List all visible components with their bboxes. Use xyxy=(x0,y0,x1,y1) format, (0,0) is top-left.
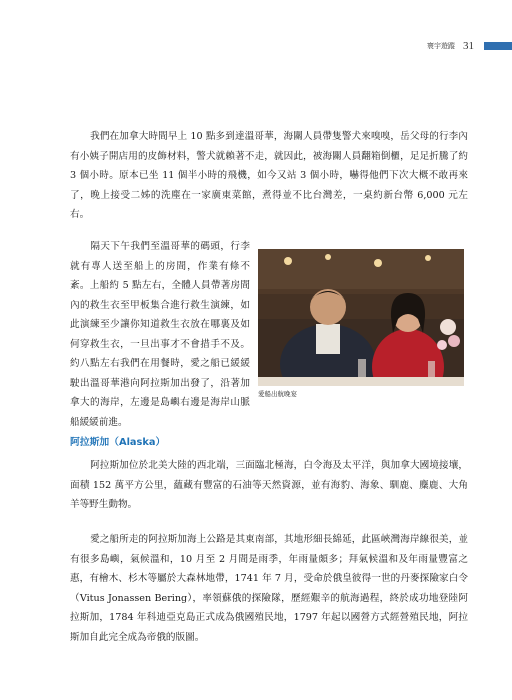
paragraph-text: 隔天下午我們至溫哥華的碼頭，行李就有專人送至船上的房間，作業有條不紊。上船約 5 點左右，全體人員帶著房間內的救生衣至甲板集合進行救生演練，如此演練至少讓你知道救生衣放在哪裏及如何穿救生衣，一旦出事才不會措手不及。約八點左右我們在用餐時，愛之船已緩緩駛出溫哥華港向阿拉斯加出發了，沿著加拿大的海岸，左邊是島嶼右邊是海岸山脈船緩緩前進。 xyxy=(70,241,250,428)
header-section-title: 寰宇遊蹤 xyxy=(427,42,455,50)
page-number: 31 xyxy=(463,40,474,52)
body-paragraph xyxy=(70,530,468,647)
dinner-photo-illustration xyxy=(258,249,464,386)
header-accent-bar xyxy=(484,42,512,50)
photo-caption: 愛船出航晚宴 xyxy=(258,390,297,398)
body-paragraph xyxy=(70,237,250,432)
paragraph-text: 我們在加拿大時間早上 10 點多到達溫哥華，海關人員帶隻警犬來嗅嗅，岳父母的行李內有小姨子開店用的皮飾材料，警犬就賴著不走，就因此，被海關人員翻箱倒櫃，足足折騰了約 3 個小時。原本已坐 11 個半小時的飛機，如今又站 3 個小時，嚇得他們下次大概不敢再來了，晚上接受二姊的洗塵在一家廣東菜館，煮得並不比台灣差，一桌約新台幣 6,000 元左右。 xyxy=(70,131,468,220)
dinner-photo xyxy=(258,249,464,386)
body-paragraph xyxy=(70,127,468,225)
paragraph-text: 阿拉斯加位於北美大陸的西北端，三面臨北極海，白令海及太平洋，與加拿大國境接壤，面積 152 萬平方公里，蘊藏有豐富的石油等天然資源，並有海豹、海象、馴鹿、麋鹿、大角羊等野生動物。 xyxy=(70,460,468,510)
paragraph-text: 愛之船所走的阿拉斯加海上公路是其東南部，其地形細長綿延，此區峽灣海岸線很美，並有很多島嶼，氣候溫和，10 月至 2 月間是雨季，年雨量頗多；拜氣候溫和及年雨量豐富之惠，有檜木、杉木等屬於大森林地帶，1741 年 7 月，受命於俄皇彼得一世的丹麥探險家白令（Vitus Jonassen Bering），率領蘇俄的探險隊，歷經艱辛的航海過程，終於成功地登陸阿拉斯加，1784 年科迪亞克島正式成為俄國殖民地，1797 年起以國營方式經營殖民地，阿拉斯加自此完全成為帝俄的版圖。 xyxy=(70,534,468,643)
page-header xyxy=(352,38,512,54)
body-paragraph xyxy=(70,456,468,515)
section-heading: 阿拉斯加（Alaska） xyxy=(70,437,166,448)
